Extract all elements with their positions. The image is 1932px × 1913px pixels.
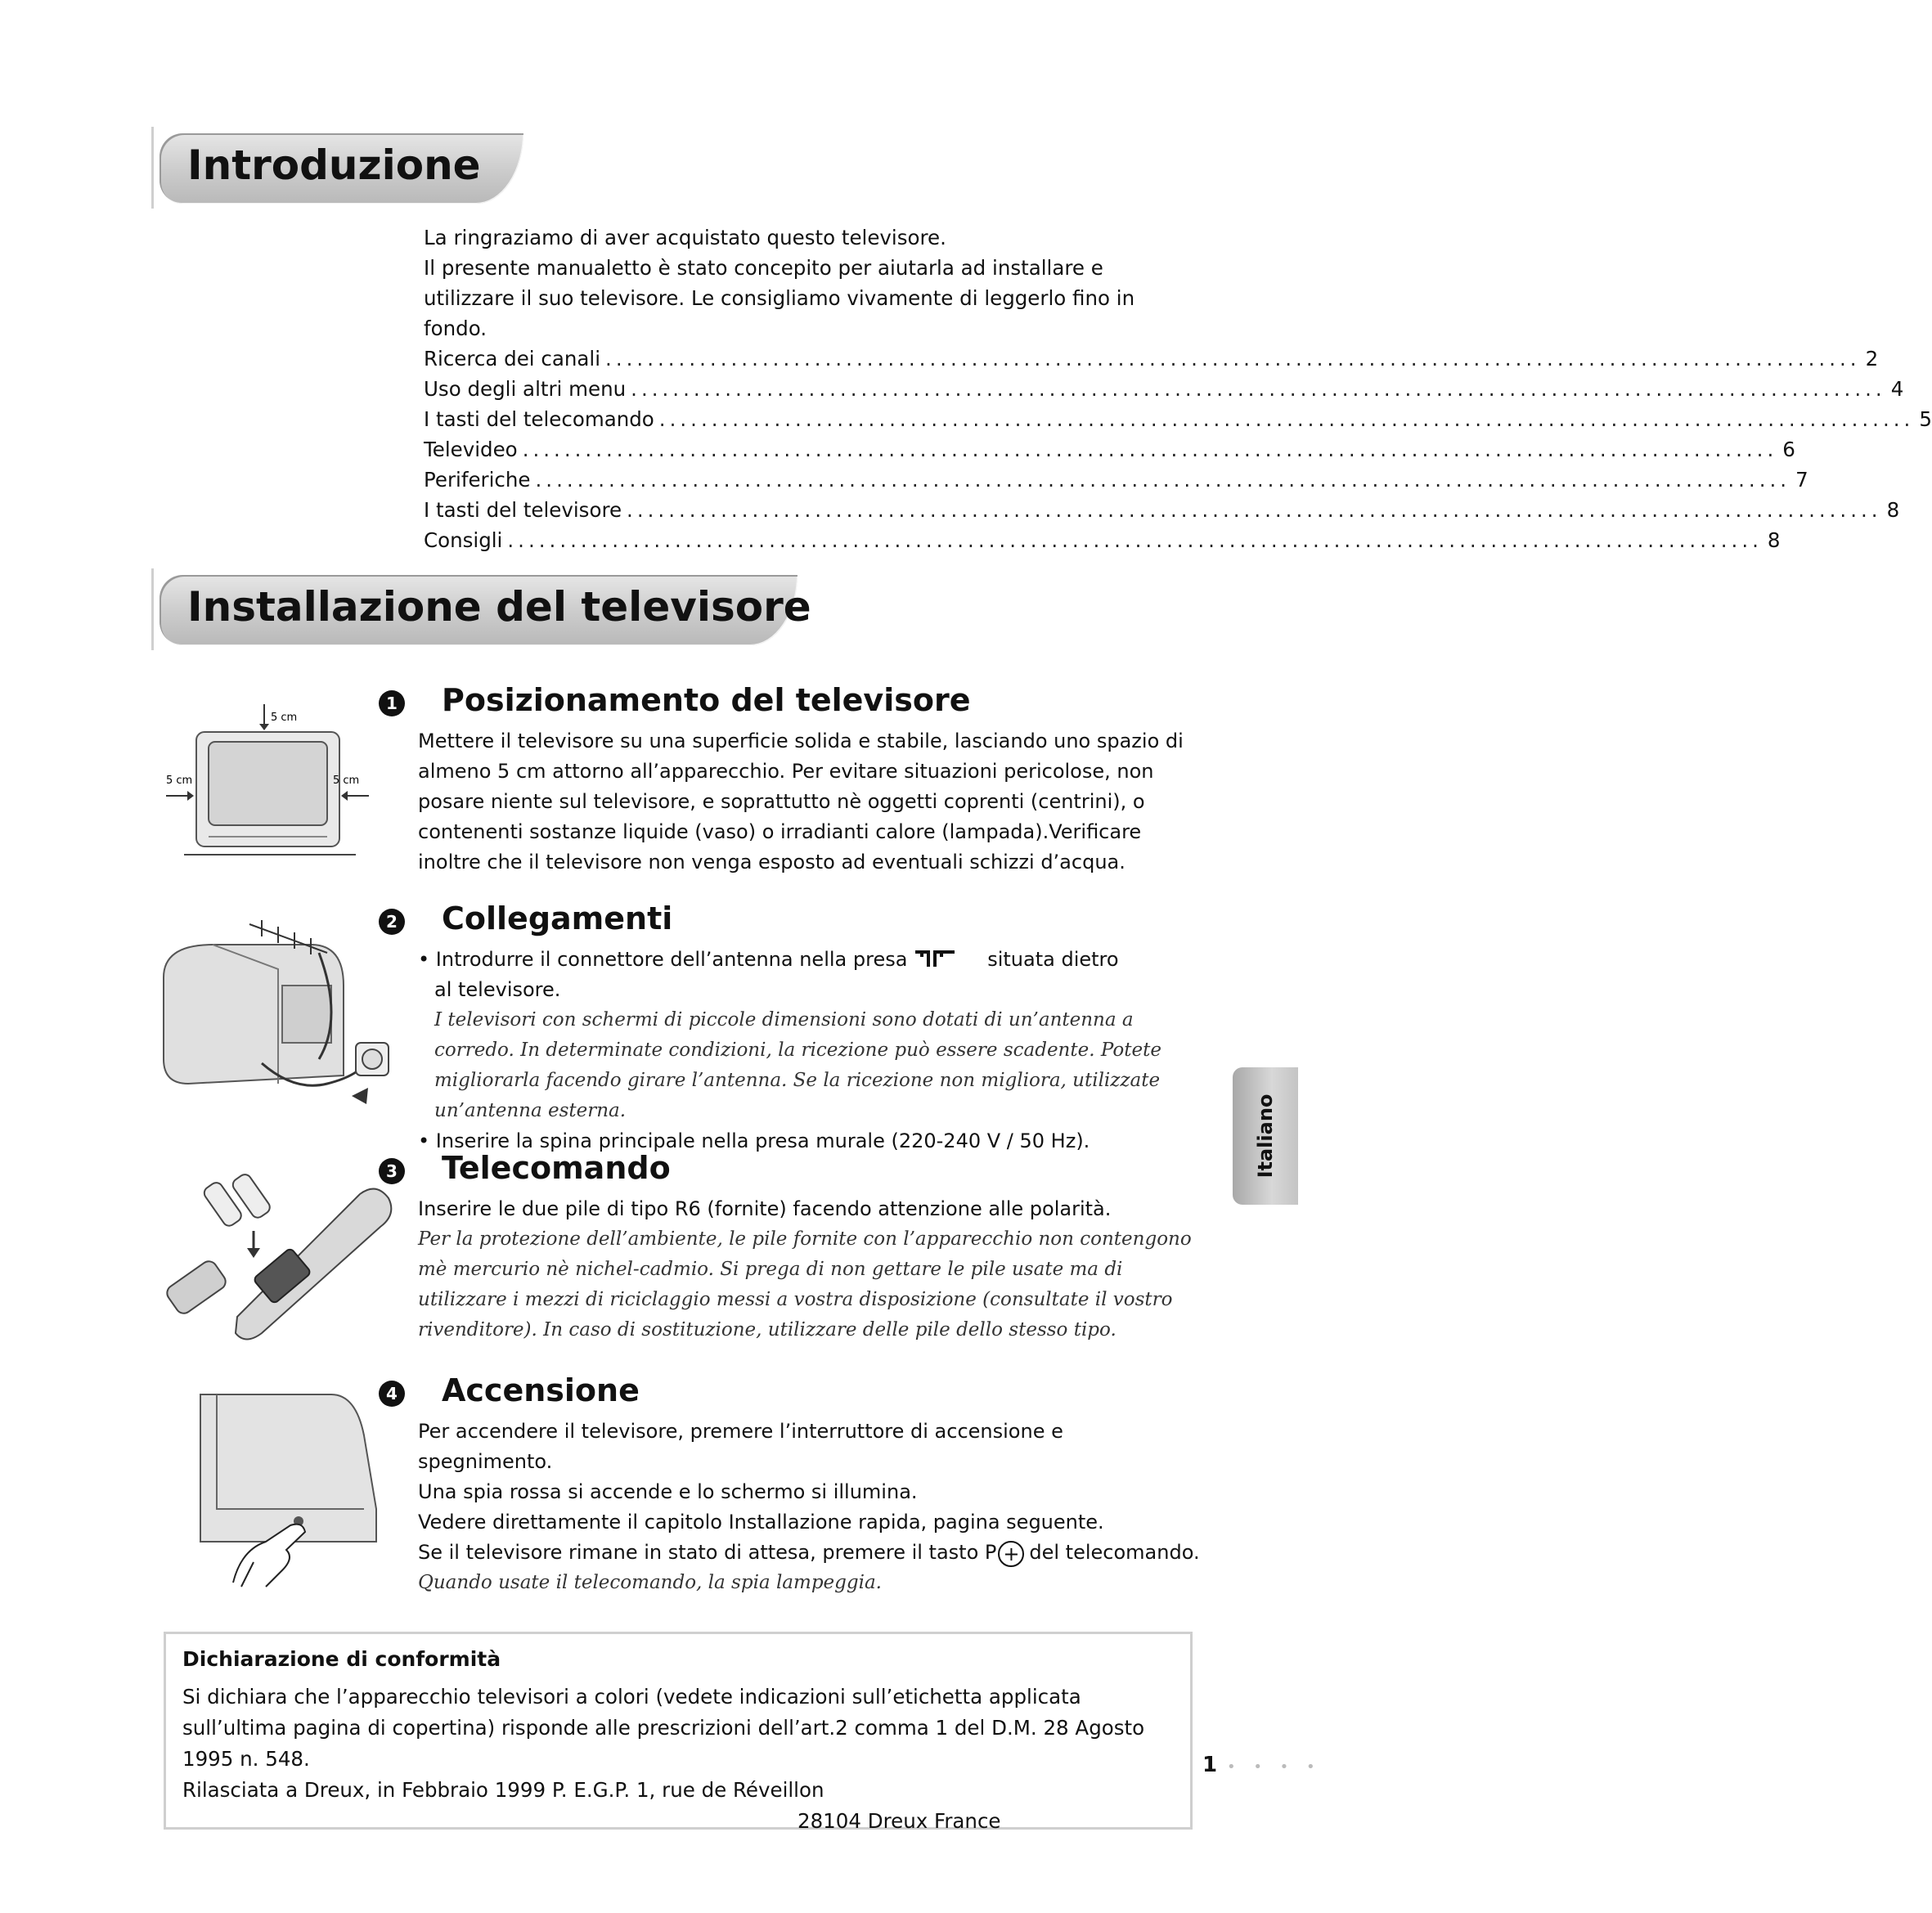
remote-batteries-illustration [164,1170,401,1341]
toc-row: Periferiche ........................................................................................................................ 7 [424,468,1808,492]
section-connections [379,900,1197,1152]
antenna-socket-icon [914,949,956,968]
antenna-connection-illustration [155,920,401,1116]
section-title: Telecomando [442,1150,671,1186]
section-body: Per accendere il televisore, premere l’interruttore di accensione e spegnimento. Una spia rossa si accende e lo schermo si illumina. Vedere direttamente il capitolo Installazione rapida, pagina seguente. Se il televisore rimane in stato di attesa, premere il tasto P + del telecomando. Quando usate il telecomando, la spia lampeggia. [418,1420,1200,1593]
section-title: Posizionamento del televisore [442,682,971,718]
install-title: Installazione del televisore [187,583,811,631]
section-number: 4 [379,1381,405,1407]
plus-button-icon: + [998,1541,1024,1567]
section-body: Mettere il televisore su una superficie solida e stabile, lasciando uno spazio di almeno 5 cm attorno all’apparecchio. Per evitare situazioni pericolose, non posare niente sul televisore, e soprattutto nè oggetti coprenti (centrini), o contenenti sostanze liquide (vaso) o irradianti calore (lampada).Verificare inoltre che il televisore non venga esposto ad eventuali schizzi d’acqua. [418,730,1184,873]
page-dots: • • • • [1227,1758,1322,1776]
toc-row: Televideo ........................................................................................................................ 6 [424,438,1795,461]
section-number: 1 [379,690,405,716]
language-side-tab [1233,1067,1298,1205]
language-label: Italiano [1254,1093,1277,1179]
section-body: Inserire le due pile di tipo R6 (fornite) facendo attenzione alle polarità. Per la protezione dell’ambiente, le pile fornite con l’apparecchio non contengono mè mercurio nè nichel-cadmio. Si prega di non gettare le pile usate ma di utilizzare i mezzi di riciclaggio messi a vostra disposizione (consultate il vostro rivenditore). In caso di sostituzione, utilizzare delle pile dello stesso tipo. [418,1197,1192,1340]
intro-title: Introduzione [187,141,481,189]
declaration-title: Dichiarazione di conformità [182,1647,501,1671]
section-body: • Introdurre il connettore dell’antenna nella presa situata dietro al televisore. I televisori con schermi di piccole dimensioni sono dotati di un’antenna a corredo. In determinate condizioni, la ricezione può essere scadente. Potete migliorarla facendo girare l’antenna. Se la ricezione non migliora, utilizzate un’antenna esterna. • Inserire la spina principale nella presa murale (220-240 V / 50 Hz). [418,948,1161,1152]
power-button-illustration [184,1386,397,1591]
toc-row: Consigli ........................................................................................................................ 8 [424,528,1781,552]
dim-left-label: 5 cm [166,775,193,787]
toc-row: I tasti del telecomando ........................................................................................................................ 5 [424,407,1932,431]
page-number: 1 [1202,1753,1218,1777]
intro-p1: La ringraziamo di aver acquistato questo televisore. [424,226,946,249]
dim-top-label: 5 cm [271,712,298,724]
intro-p2: Il presente manualetto è stato concepito per aiutarla ad installare e utilizzare il suo televisore. Le consigliamo vivamente di leggerlo fino in fondo. [424,256,1135,340]
dim-right-label: 5 cm [333,775,360,787]
declaration-text: Si dichiara che l’apparecchio televisori a colori (vedete indicazioni sull’etichetta applicata sull’ultima pagina di copertina) risponde alle prescrizioni dell’art.2 comma 1 del D.M. 28 Agosto 1995 n. 548. Rilasciata a Dreux, in Febbraio 1999 P. E.G.P. 1, rue de Réveillon 28104 Dreux France [182,1685,1145,1833]
tv-clearance-illustration [160,699,372,863]
section-positioning [379,682,1197,873]
section-power-on [379,1372,1200,1593]
toc-row: Uso degli altri menu ........................................................................................................................ 4 [424,377,1904,401]
section-number: 2 [379,909,405,935]
section-title: Collegamenti [442,900,673,936]
intro-text [424,222,1932,555]
toc-row: Ricerca dei canali ........................................................................................................................ 2 [424,347,1879,370]
section-number: 3 [379,1158,405,1184]
section-title: Accensione [442,1372,640,1408]
section-remote [379,1150,1197,1341]
table-of-contents [424,344,1932,555]
install-banner [151,568,811,650]
declaration-box [164,1632,1193,1833]
toc-row: I tasti del televisore ........................................................................................................................ 8 [424,498,1900,522]
intro-banner [151,127,528,209]
